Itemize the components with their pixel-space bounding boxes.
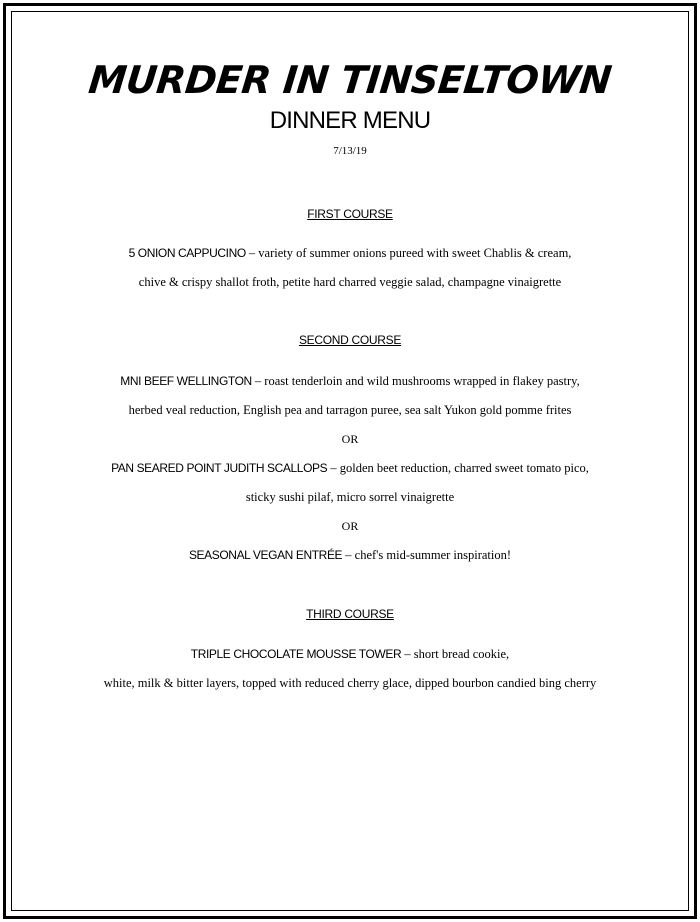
first-course-heading: FIRST COURSE [307,207,393,221]
third-course-dish-line-2: white, milk & bitter layers, topped with reduced cherry glace, dipped bourbon candied bing cherry [103,676,597,690]
dish-description: – golden beet reduction, charred sweet tomato pico, [327,461,589,475]
second-course-dish2-line-2: sticky sushi pilaf, micro sorrel vinaigrette [245,490,455,504]
first-course-dish-line-1 [12,245,688,261]
third-course-dish-line-1 [12,646,688,662]
second-course-heading: SECOND COURSE [298,333,402,347]
dish-name-vegan-entree: SEASONAL VEGAN ENTRÉE [188,548,343,562]
or-separator: OR [341,432,359,446]
second-course-dish1-line-1 [12,373,688,389]
dish-name-seared-scallops: PAN SEARED POINT JUDITH SCALLOPS [111,461,328,475]
menu-content [12,12,688,691]
menu-title: MURDER IN TINSELTOWN [86,58,614,102]
dish-description: – short bread cookie, [401,647,510,661]
second-course-dish2-line-1 [12,460,688,476]
dish-description: – chef's mid-summer inspiration! [342,548,512,562]
or-separator: OR [341,519,359,533]
third-course-heading: THIRD COURSE [306,607,394,621]
dish-name-chocolate-mousse-tower: TRIPLE CHOCOLATE MOUSSE TOWER [190,647,402,661]
menu-subtitle: DINNER MENU [269,107,431,134]
dish-name-beef-wellington: MNI BEEF WELLINGTON [120,374,252,388]
dish-description: – roast tenderloin and wild mushrooms wrapped in flakey pastry, [251,374,580,388]
event-date: 7/13/19 [333,145,367,157]
second-course-dish1-line-2: herbed veal reduction, English pea and tarragon puree, sea salt Yukon gold pomme frites [128,403,572,417]
second-course-dish3-line-1 [12,547,688,563]
dish-description: – variety of summer onions pureed with sweet Chablis & cream, [245,246,572,260]
first-course-dish-line-2: chive & crispy shallot froth, petite hard charred veggie salad, champagne vinaigrette [138,275,562,289]
dish-name-onion-cappucino: 5 ONION CAPPUCINO [128,246,246,260]
